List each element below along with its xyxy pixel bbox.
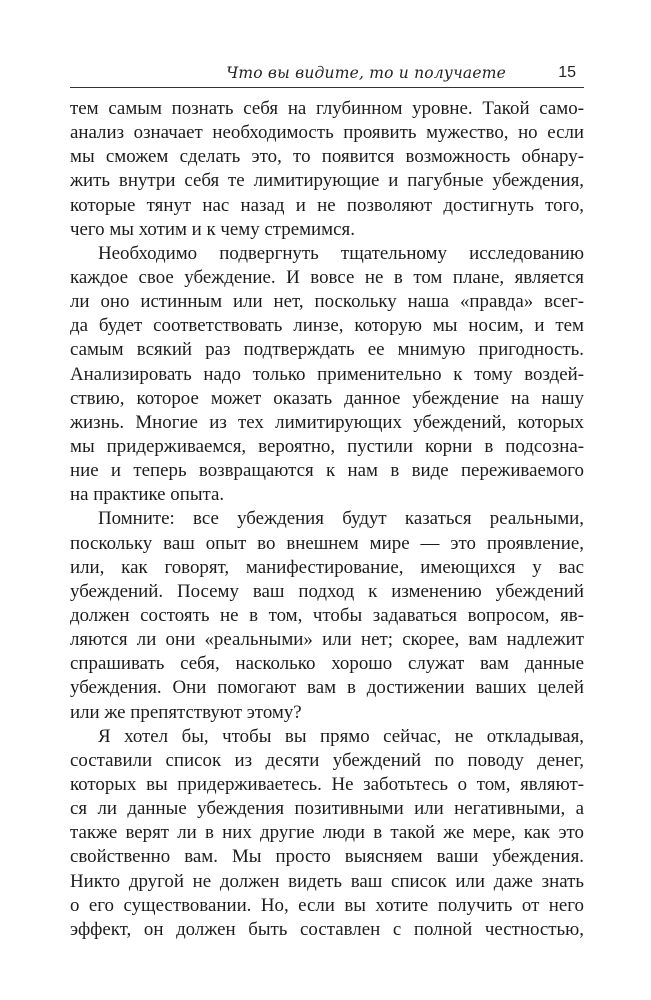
text-line: ляются ли они «реальными» или нет; скорее, вам надлежит xyxy=(70,629,584,651)
paragraph-2 xyxy=(70,242,584,508)
text-line: убеждений. Посему ваш подход к изменению убеждений xyxy=(70,580,584,602)
text-line: убеждения. Они помогают вам в достижении ваших целей xyxy=(70,677,584,699)
text-line: или же препятствуют этому? xyxy=(70,701,302,723)
text-line: Анализировать надо только применительно к тому воздей- xyxy=(70,363,584,385)
text-line: чего мы хотим и к чему стремимся. xyxy=(70,218,355,240)
text-line: свойственно вам. Мы просто выясняем ваши убеждения. xyxy=(70,846,584,868)
text-line: составили список из десяти убеждений по поводу денег, xyxy=(70,749,584,771)
text-line: самым всякий раз подтверждать ее мнимую пригодность. xyxy=(70,339,584,361)
text-line: которые тянут нас назад и не позволяют достигнуть того, xyxy=(70,194,584,216)
text-line: Я хотел бы, чтобы вы прямо сейчас, не откладывая, xyxy=(98,725,584,747)
body-text xyxy=(70,97,584,942)
text-line: каждое свое убеждение. И вовсе не в том плане, является xyxy=(70,266,584,288)
text-line: да будет соответствовать линзе, которую мы носим, и тем xyxy=(70,315,584,337)
text-line: ся ли данные убеждения позитивными или негативными, а xyxy=(70,798,584,820)
text-line: которых вы придерживаетесь. Не заботьтесь о том, являют- xyxy=(70,773,584,795)
text-line: тем самым познать себя на глубинном уровне. Такой само- xyxy=(70,98,584,119)
page-number: 15 xyxy=(558,64,576,81)
text-line: о его существовании. Но, если вы хотите получить от него xyxy=(70,894,584,916)
text-line: Никто другой не должен видеть ваш список или даже знать xyxy=(70,870,584,892)
text-line: ствию, которое может оказать данное убеждение на нашу xyxy=(70,387,584,409)
text-line: жизнь. Многие из тех лимитирующих убеждений, которых xyxy=(70,411,584,433)
text-line: ли оно истинным или нет, поскольку наша «правда» всег- xyxy=(70,291,584,313)
text-line: на практике опыта. xyxy=(70,484,225,506)
paragraph-4 xyxy=(70,725,584,942)
running-title: Что вы видите, то и получаете xyxy=(226,64,506,82)
text-line: или, как говорят, манифестирование, имеющихся у вас xyxy=(70,556,584,578)
paragraph-3 xyxy=(70,507,584,724)
text-line: мы придерживаемся, вероятно, пустили корни в подсозна- xyxy=(70,435,584,457)
text-line: мы сможем сделать это, то появится возможность обнару- xyxy=(70,146,584,168)
text-line: ние и теперь возвращаются к нам в виде переживаемого xyxy=(70,460,584,482)
text-line: Необходимо подвергнуть тщательному исследованию xyxy=(98,242,584,264)
text-line: Помните: все убеждения будут казаться реальными, xyxy=(98,508,584,530)
text-line: должен состоять не в том, чтобы задаваться вопросом, яв- xyxy=(70,604,584,626)
text-line: поскольку ваш опыт во внешнем мире — это проявление, xyxy=(70,532,584,554)
paragraph-1 xyxy=(70,97,584,242)
running-header xyxy=(70,61,584,88)
text-line: также верят ли в них другие люди в такой же мере, как это xyxy=(70,822,584,844)
text-line: спрашивать себя, насколько хорошо служат вам данные xyxy=(70,653,584,675)
text-line: анализ означает необходимость проявить мужество, но если xyxy=(70,122,584,144)
text-line: эффект, он должен быть составлен с полной честностью, xyxy=(70,918,584,940)
text-line: жить внутри себя те лимитирующие и пагубные убеждения, xyxy=(70,170,584,192)
